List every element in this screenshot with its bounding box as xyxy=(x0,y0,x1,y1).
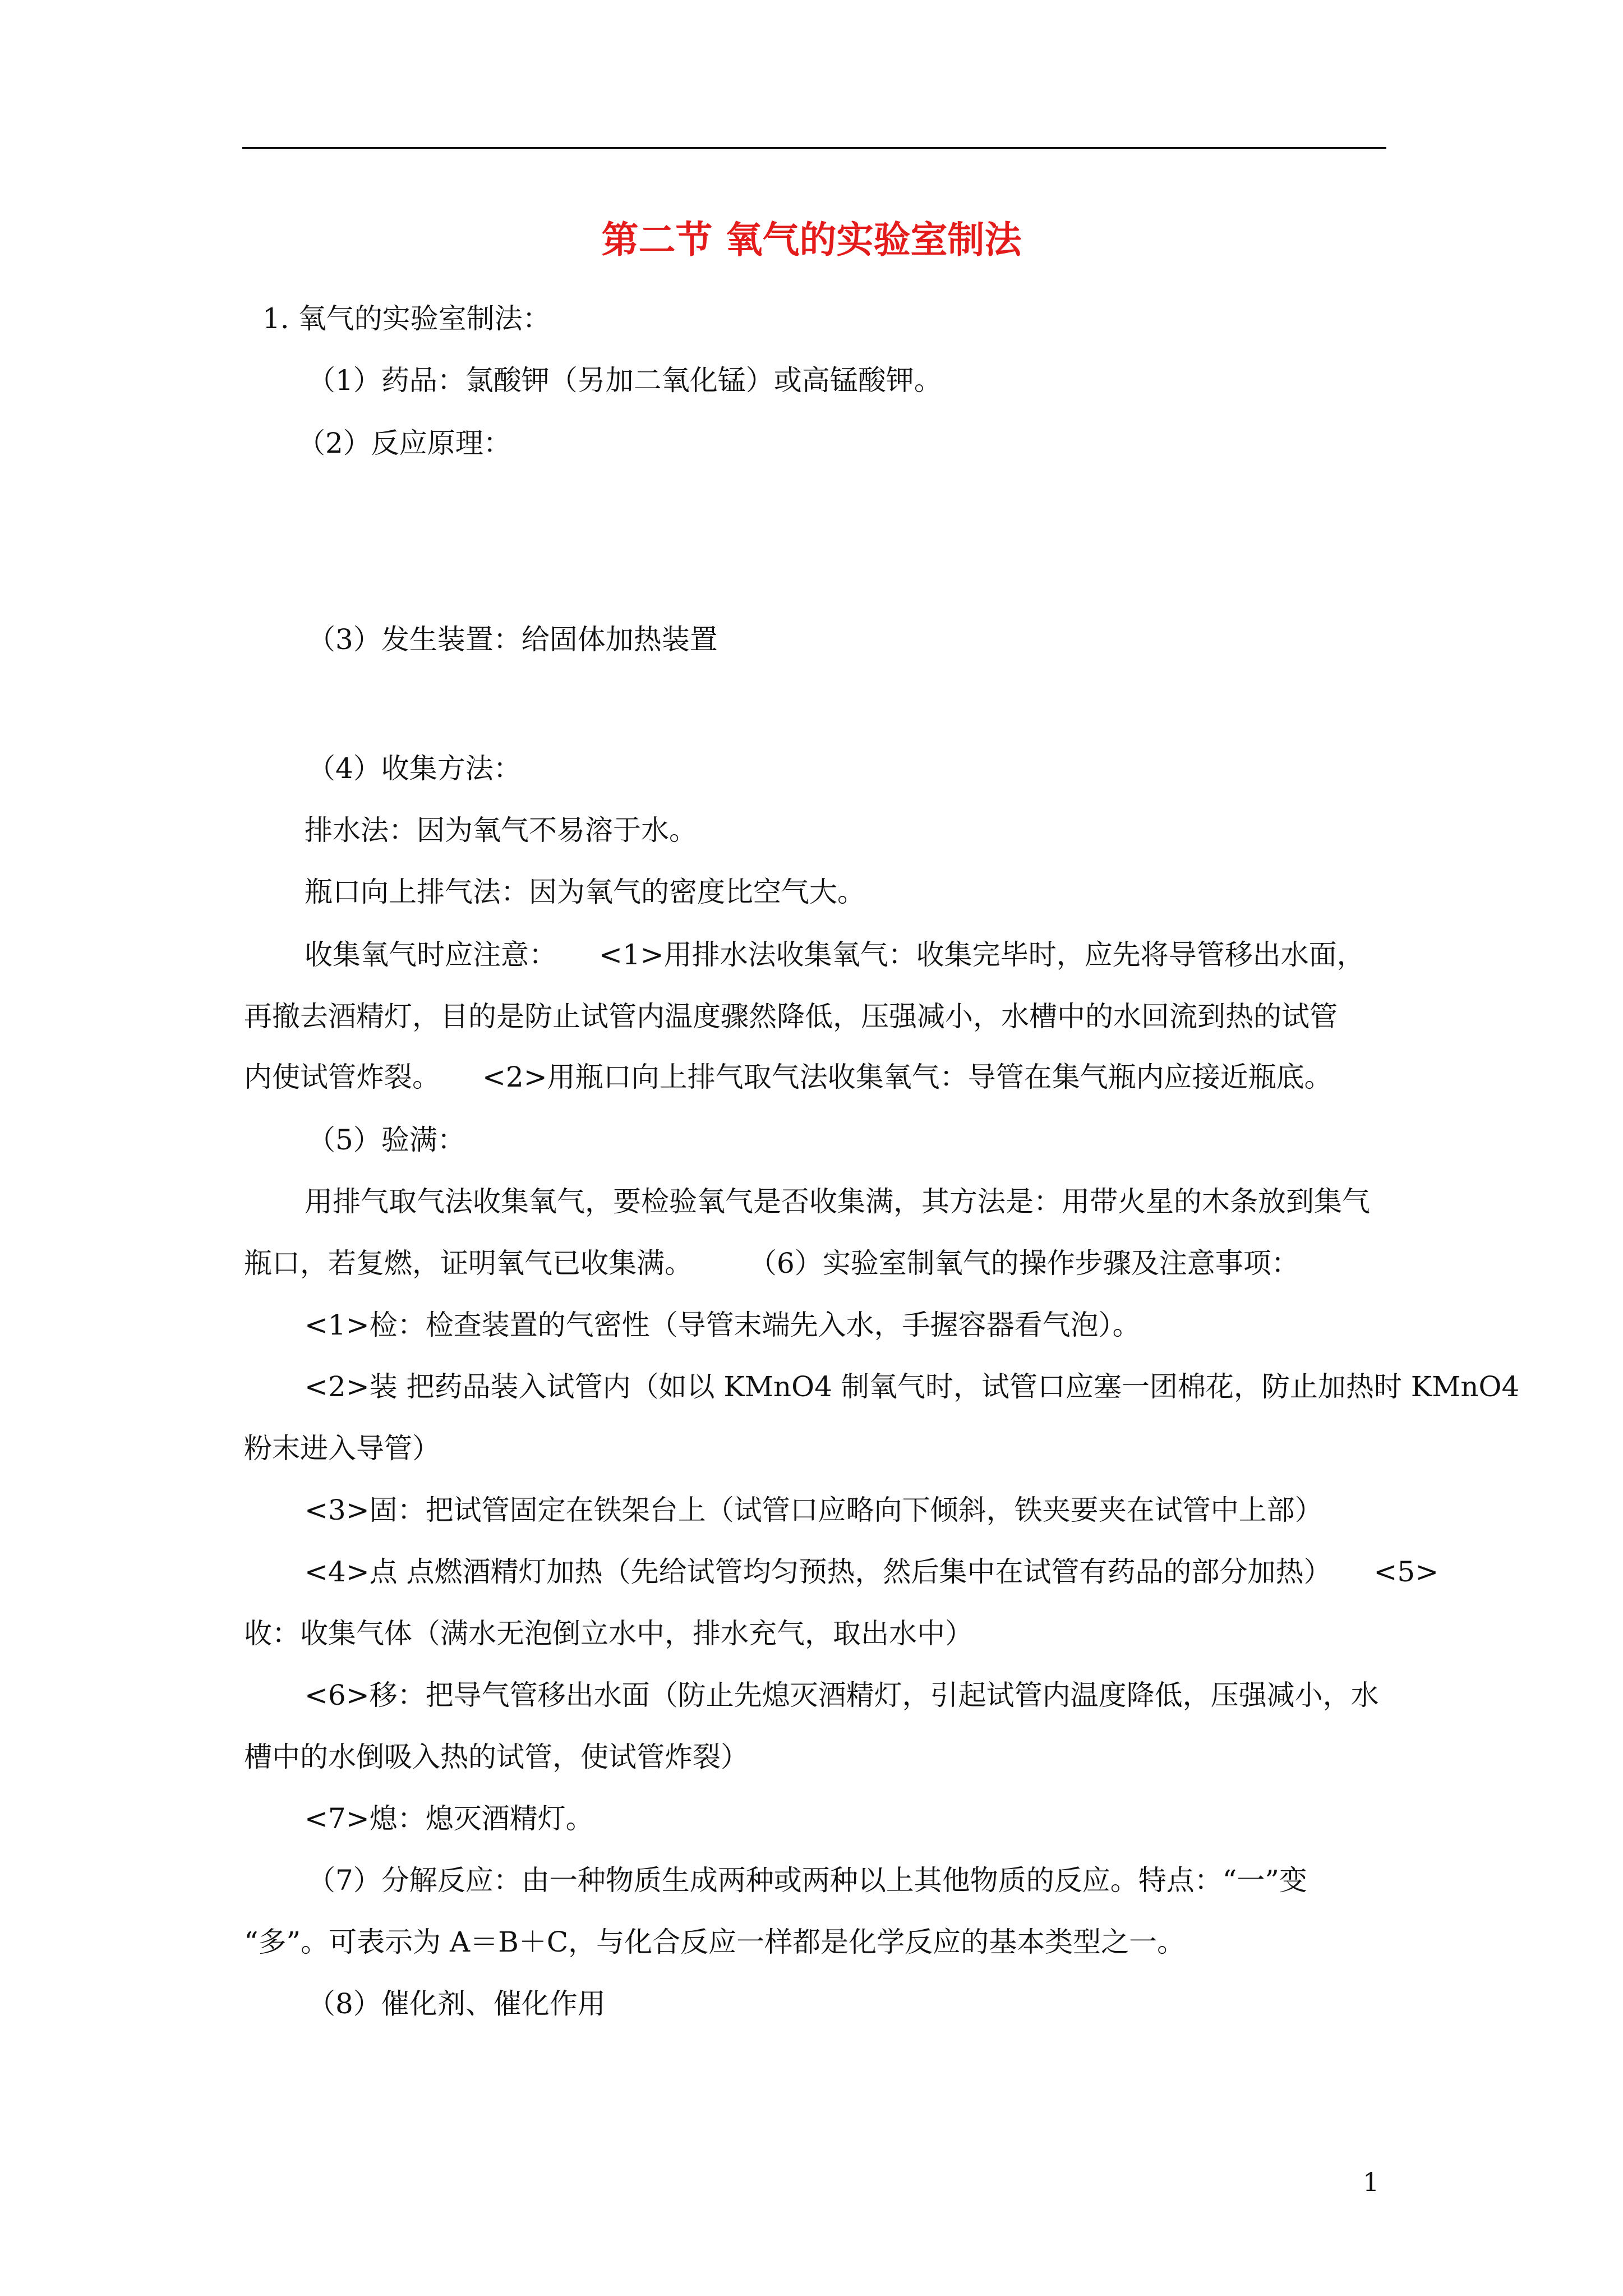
text-line: 瓶口，若复燃，证明氧气已收集满。 （6）实验室制氧气的操作步骤及注意事项： xyxy=(244,1247,1299,1280)
text-line: （2）反应原理： xyxy=(297,427,511,459)
text-line: <7>熄：熄灭酒精灯。 xyxy=(305,1802,594,1835)
text-line: （3）发生装置：给固体加热装置 xyxy=(307,623,718,656)
text-line: 瓶口向上排气法：因为氧气的密度比空气大。 xyxy=(305,876,865,908)
text-line: （1）药品：氯酸钾（另加二氧化锰）或高锰酸钾。 xyxy=(307,364,942,397)
text-line: 排水法：因为氧气不易溶于水。 xyxy=(305,814,697,846)
text-line: <3>固：把试管固定在铁架台上（试管口应略向下倾斜，铁夹要夹在试管中上部） xyxy=(305,1494,1323,1526)
text-line: <4>点 点燃酒精灯加热（先给试管均匀预热，然后集中在试管有药品的部分加热） <5> xyxy=(305,1556,1439,1588)
text-line: （7）分解反应：由一种物质生成两种或两种以上其他物质的反应。特点：“一”变 xyxy=(307,1864,1307,1897)
text-line: <1>检：检查装置的气密性（导管末端先入水，手握容器看气泡）。 xyxy=(305,1309,1141,1341)
page-number: 1 xyxy=(1363,2167,1380,2197)
text-line: 粉末进入导管） xyxy=(244,1432,440,1465)
text-line: 再撤去酒精灯，目的是防止试管内温度骤然降低，压强减小，水槽中的水回流到热的试管 xyxy=(244,1000,1338,1033)
text-line: （5）验满： xyxy=(307,1124,465,1156)
page-title: 第二节 氧气的实验室制法 xyxy=(601,218,1022,261)
text-line: <6>移：把导气管移出水面（防止先熄灭酒精灯，引起试管内温度降低，压强减小，水 xyxy=(305,1679,1379,1711)
header-rule xyxy=(242,147,1386,149)
text-line: 收集氧气时应注意： <1>用排水法收集氧气：收集完毕时，应先将导管移出水面， xyxy=(305,938,1365,971)
text-line: （4）收集方法： xyxy=(307,752,522,785)
text-line: <2>装 把药品装入试管内（如以 KMnO4 制氧气时，试管口应塞一团棉花，防止加热时 KMnO4 xyxy=(305,1370,1520,1403)
text-line: 1. 氧气的实验室制法： xyxy=(262,302,551,335)
text-line: 收：收集气体（满水无泡倒立水中，排水充气，取出水中） xyxy=(244,1617,973,1650)
text-line: 槽中的水倒吸入热的试管，使试管炸裂） xyxy=(244,1741,749,1773)
text-line: 内使试管炸裂。 <2>用瓶口向上排气取气法收集氧气：导管在集气瓶内应接近瓶底。 xyxy=(244,1061,1332,1093)
text-line: “多”。可表示为 A＝B＋C，与化合反应一样都是化学反应的基本类型之一。 xyxy=(244,1926,1186,1958)
text-line: 用排气取气法收集氧气，要检验氧气是否收集满，其方法是：用带火星的木条放到集气 xyxy=(305,1185,1370,1218)
text-line: （8）催化剂、催化作用 xyxy=(307,1987,606,2020)
